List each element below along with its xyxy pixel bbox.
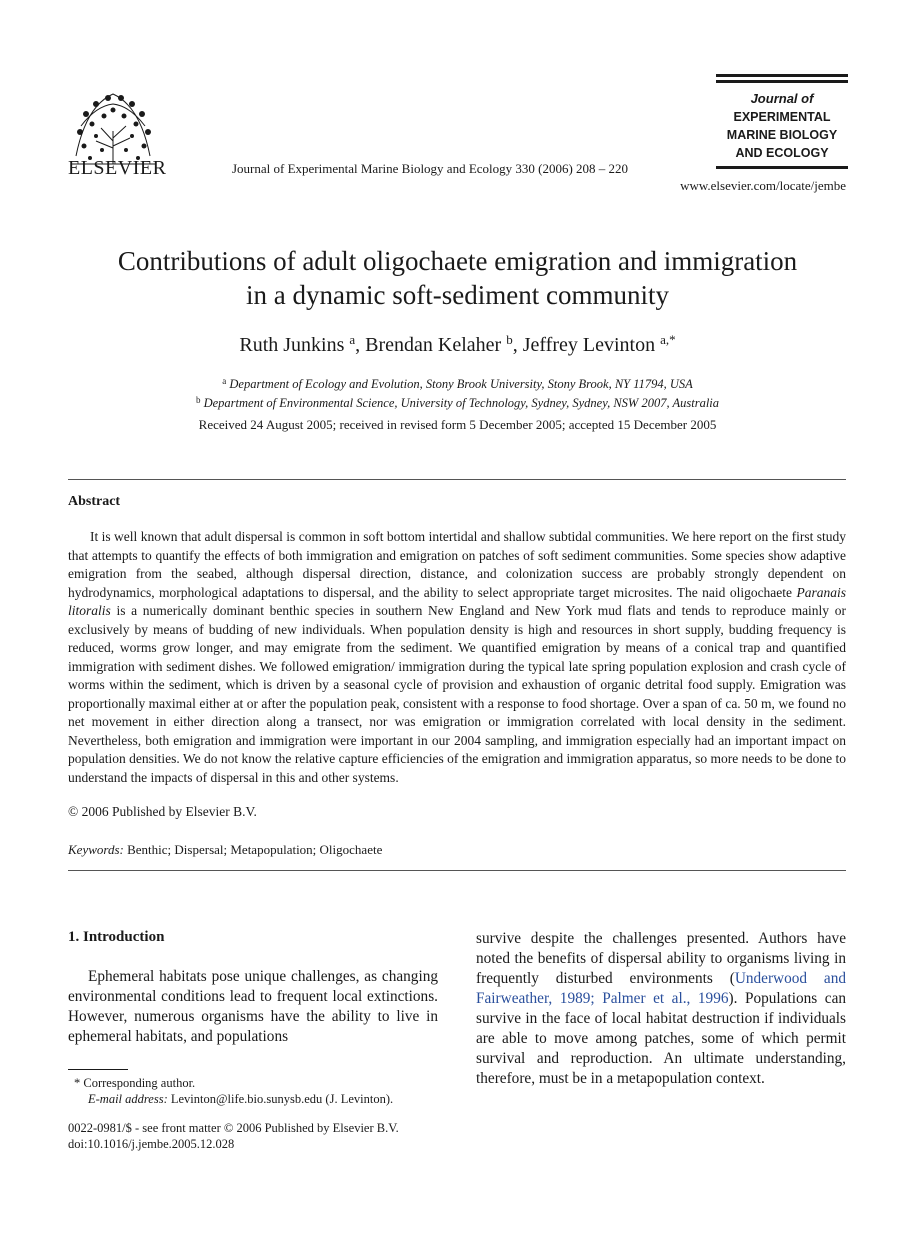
journal-url-link[interactable]: www.elsevier.com/locate/jembe	[680, 178, 846, 193]
author-name[interactable]: Ruth Junkins	[239, 334, 345, 356]
corresponding-author-note: * Corresponding author.	[74, 1076, 196, 1090]
affiliations	[60, 373, 855, 411]
author-affil-mark: a,*	[660, 332, 676, 347]
article-title-line1: Contributions of adult oligochaete emigration and immigration	[117, 246, 798, 276]
article-title-line2: in a dynamic soft-sediment community	[246, 280, 669, 310]
journal-badge	[716, 74, 848, 169]
journal-badge-line3: MARINE BIOLOGY	[726, 128, 838, 142]
divider	[68, 479, 846, 480]
publisher-name: ELSEVIER	[68, 157, 167, 179]
abstract-copyright: © 2006 Published by Elsevier B.V.	[68, 804, 257, 819]
abstract-heading: Abstract	[68, 494, 121, 509]
author-affil-mark: b	[506, 332, 513, 347]
journal-badge-line2: EXPERIMENTAL	[733, 110, 831, 124]
divider	[68, 870, 846, 871]
species-name: Paranais litoralis	[68, 584, 846, 618]
journal-citation: Journal of Experimental Marine Biology and Ecology 330 (2006) 208 – 220	[232, 161, 629, 176]
abstract-text: It is well known that adult dispersal is common in soft bottom intertidal and shallow subtidal communities. We here report on the first study that attempts to quantify the effects of both immigration and emigration on patches of soft sediment communities. Some species show adaptive emigration from the seabed, although dispersal direction, distance, and colonization success are probably strongly dependent on hydrodynamics, morphological adaptations to dispersal, and the ability to select appropriate target microsites. The naid oligochaete Paranais litoralis is a numerically dominant benthic species in southern New England and New York mud flats and tends to reproduce mainly or exclusively by means of budding of new individuals. When population density is high and resources in short supply, budding frequency is reduced, worms grow longer, and may emigrate from the sediment. We quantified emigration by means of a conical trap and quantified immigration with sediment dishes. We followed emigration/ immigration during the typical late spring population explosion and crash cycle of worms within the sediment, which is driven by a seasonal cycle of provision and exhaustion of organic detrital food supply. Emigration was proportionally maximal either at or after the population peak, consistent with a response to food shortage. Over a span of ca. 50 m, we found no net movement in either direction along a transect, nor was emigration or immigration correlated with local density in the sediment. Nevertheless, both emigration and immigration were important in our 2004 sampling, and immigration especially had an important impact on population densities. We do not know the relative capture efficiencies of the emigration and immigration apparatus, so more needs to be done to understand the impacts of dispersal in this and other systems.	[68, 529, 846, 785]
author-list: Ruth Junkins $^a$, Brendan Kelaher $^b$, Jeffrey Levinton $^{a,*}$	[239, 332, 676, 356]
author-name[interactable]: Jeffrey Levinton	[522, 334, 656, 356]
doi-link[interactable]: doi:10.1016/j.jembe.2005.12.028	[68, 1137, 235, 1151]
article-title	[60, 244, 855, 312]
intro-paragraph: Ephemeral habitats pose unique challenges, as changing environmental conditions lead to frequent local extinctions. However, numerous organisms have the ability to live in ephemeral habitats, and populations	[68, 968, 438, 1045]
section-heading-introduction: 1. Introduction	[68, 929, 165, 945]
keywords-label: Keywords:	[68, 842, 124, 857]
footnotes	[68, 1075, 393, 1107]
footnote-rule	[68, 1069, 128, 1070]
author-affil-mark: a	[349, 332, 356, 347]
journal-badge-line1: Journal of	[750, 91, 814, 106]
keywords	[68, 842, 382, 858]
keywords-list: Benthic; Dispersal; Metapopulation; Oligochaete	[123, 842, 383, 857]
issn-doi	[68, 1120, 399, 1152]
email-note: E-mail address: Levinton@life.bio.sunysb.edu (J. Levinton).	[88, 1092, 394, 1106]
citation-link[interactable]: Underwood and Fairweather, 1989; Palmer et al., 1996	[476, 970, 847, 1007]
email-link[interactable]: Levinton@life.bio.sunysb.edu (J. Levinton).	[167, 1092, 394, 1106]
intro-left-column	[68, 967, 438, 1047]
affiliation-a: $^a$ Department of Ecology and Evolution, Stony Brook University, Stony Brook, NY 11794, USA	[222, 376, 693, 391]
received-dates: Received 24 August 2005; received in revised form 5 December 2005; accepted 15 December 2005	[198, 417, 717, 432]
affiliation-b: $^b$ Department of Environmental Science, University of Technology, Sydney, Sydney, NSW 2007, Australia	[195, 395, 720, 410]
intro-right-column: survive despite the challenges presented. Authors have noted the benefits of dispersal ability to organisms living in frequently disturbed environments (Underwood and Fairweather, 1989; Palmer et al., 1996). Populations can survive in the face of local habitat destruction if individuals are able to move among patches, some of which permit survival and reproduction. An ultimate understanding, therefore, must be in a metapopulation context.	[476, 930, 847, 1087]
journal-badge-line4: AND ECOLOGY	[735, 146, 829, 160]
author-name[interactable]: Brendan Kelaher	[365, 334, 502, 356]
issn-line: 0022-0981/$ - see front matter © 2006 Published by Elsevier B.V.	[68, 1121, 399, 1135]
